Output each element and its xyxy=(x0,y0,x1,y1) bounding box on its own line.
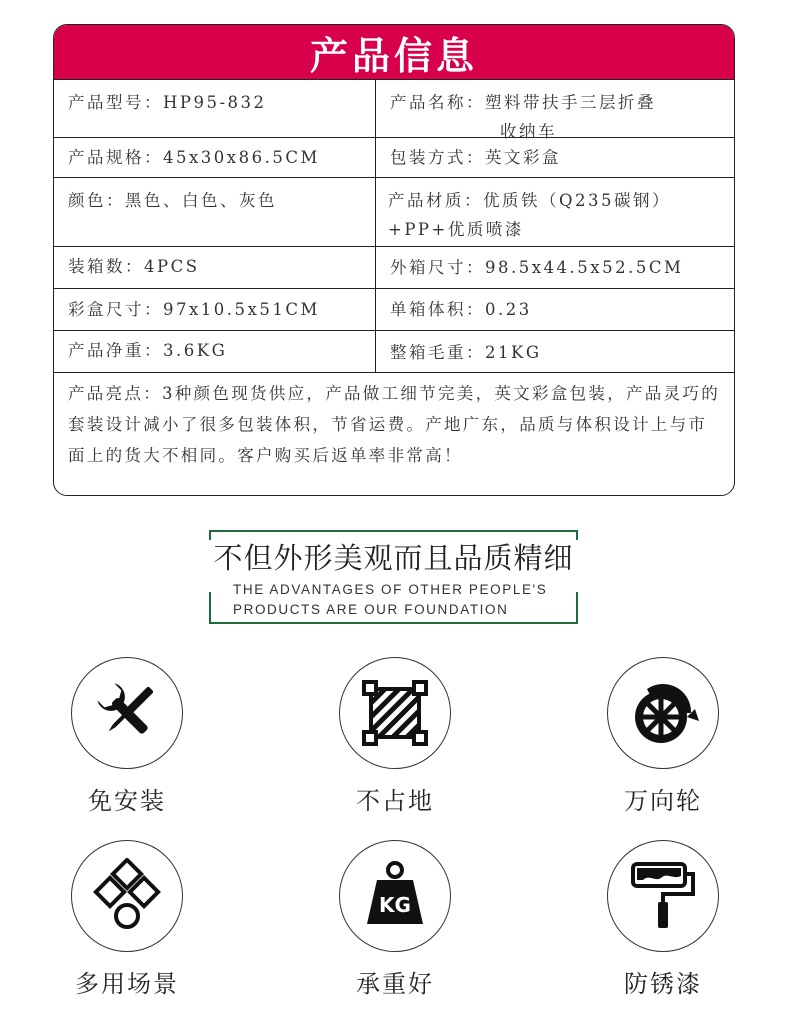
table-row xyxy=(54,137,734,177)
feature-label: 多用场景 xyxy=(75,970,179,998)
product-info-table xyxy=(53,24,735,496)
area-icon xyxy=(359,677,431,749)
table-title: 产品信息 xyxy=(54,25,734,79)
carton-size-cell: 外箱尺寸：98.5x44.5x52.5CM xyxy=(390,258,684,277)
name-line2: 收纳车 xyxy=(500,122,557,141)
table-row xyxy=(54,330,734,372)
feature-anti-rust xyxy=(573,840,753,999)
wheel-icon xyxy=(625,675,701,751)
packing-cell: 包装方式：英文彩盒 xyxy=(390,148,561,167)
feature-circle xyxy=(607,840,719,952)
feature-circle xyxy=(339,840,451,952)
feature-circle xyxy=(71,840,183,952)
name-cell xyxy=(376,80,734,141)
scenes-icon xyxy=(89,858,165,934)
slogan-title: 不但外形美观而且品质精细 xyxy=(189,540,598,576)
volume-cell: 单箱体积：0.23 xyxy=(390,300,532,319)
feature-multi-scene xyxy=(37,840,217,999)
tools-icon xyxy=(91,677,163,749)
highlights-text: 产品亮点：3种颜色现货供应，产品做工细节完美，英文彩盒包装，产品灵巧的套装设计减小了很多包装体积，节省运费。产地广东，品质与体积设计上与市面上的货大不相同。客户购买后返单率非常高！ xyxy=(54,372,734,471)
bracket-top xyxy=(209,530,578,540)
feature-circle xyxy=(607,657,719,769)
net-weight-cell: 产品净重：3.6KG xyxy=(54,331,376,372)
slogan-sub-line1: THE ADVANTAGES OF OTHER PEOPLE'S xyxy=(233,582,548,597)
weight-kg-text: KG xyxy=(379,893,411,917)
feature-label: 承重好 xyxy=(356,970,434,998)
feature-swivel-wheel xyxy=(573,657,753,816)
feature-label: 防锈漆 xyxy=(624,970,702,998)
material-cell xyxy=(376,178,734,246)
material-line2: +PP+优质喷漆 xyxy=(388,220,524,239)
paint-roller-icon xyxy=(625,858,701,934)
feature-label: 免安装 xyxy=(88,787,166,815)
box-size-cell: 彩盒尺寸：97x10.5x51CM xyxy=(54,289,376,330)
slogan-subtitle xyxy=(233,580,547,620)
gross-weight-cell: 整箱毛重：21KG xyxy=(390,343,542,362)
color-cell: 颜色：黑色、白色、灰色 xyxy=(54,178,376,246)
table-row xyxy=(54,79,734,141)
slogan-block xyxy=(209,530,578,624)
model-cell: 产品型号：HP95-832 xyxy=(54,80,376,137)
feature-circle xyxy=(339,657,451,769)
carton-qty-cell: 装箱数：4PCS xyxy=(54,247,376,288)
weight-icon xyxy=(357,858,433,934)
feature-label: 不占地 xyxy=(356,787,434,815)
name-line1: 产品名称：塑料带扶手三层折叠 xyxy=(390,93,656,112)
table-row xyxy=(54,177,734,246)
material-line1: 产品材质：优质铁（Q235碳钢） xyxy=(388,191,672,210)
slogan-sub-line2: PRODUCTS ARE OUR FOUNDATION xyxy=(233,602,509,617)
size-cell: 产品规格：45x30x86.5CM xyxy=(54,138,376,177)
feature-label: 万向轮 xyxy=(624,787,702,815)
feature-circle xyxy=(71,657,183,769)
feature-load-bearing xyxy=(305,840,485,999)
table-row xyxy=(54,288,734,330)
feature-no-install xyxy=(37,657,217,816)
table-row xyxy=(54,246,734,288)
feature-space-saving xyxy=(305,657,485,816)
